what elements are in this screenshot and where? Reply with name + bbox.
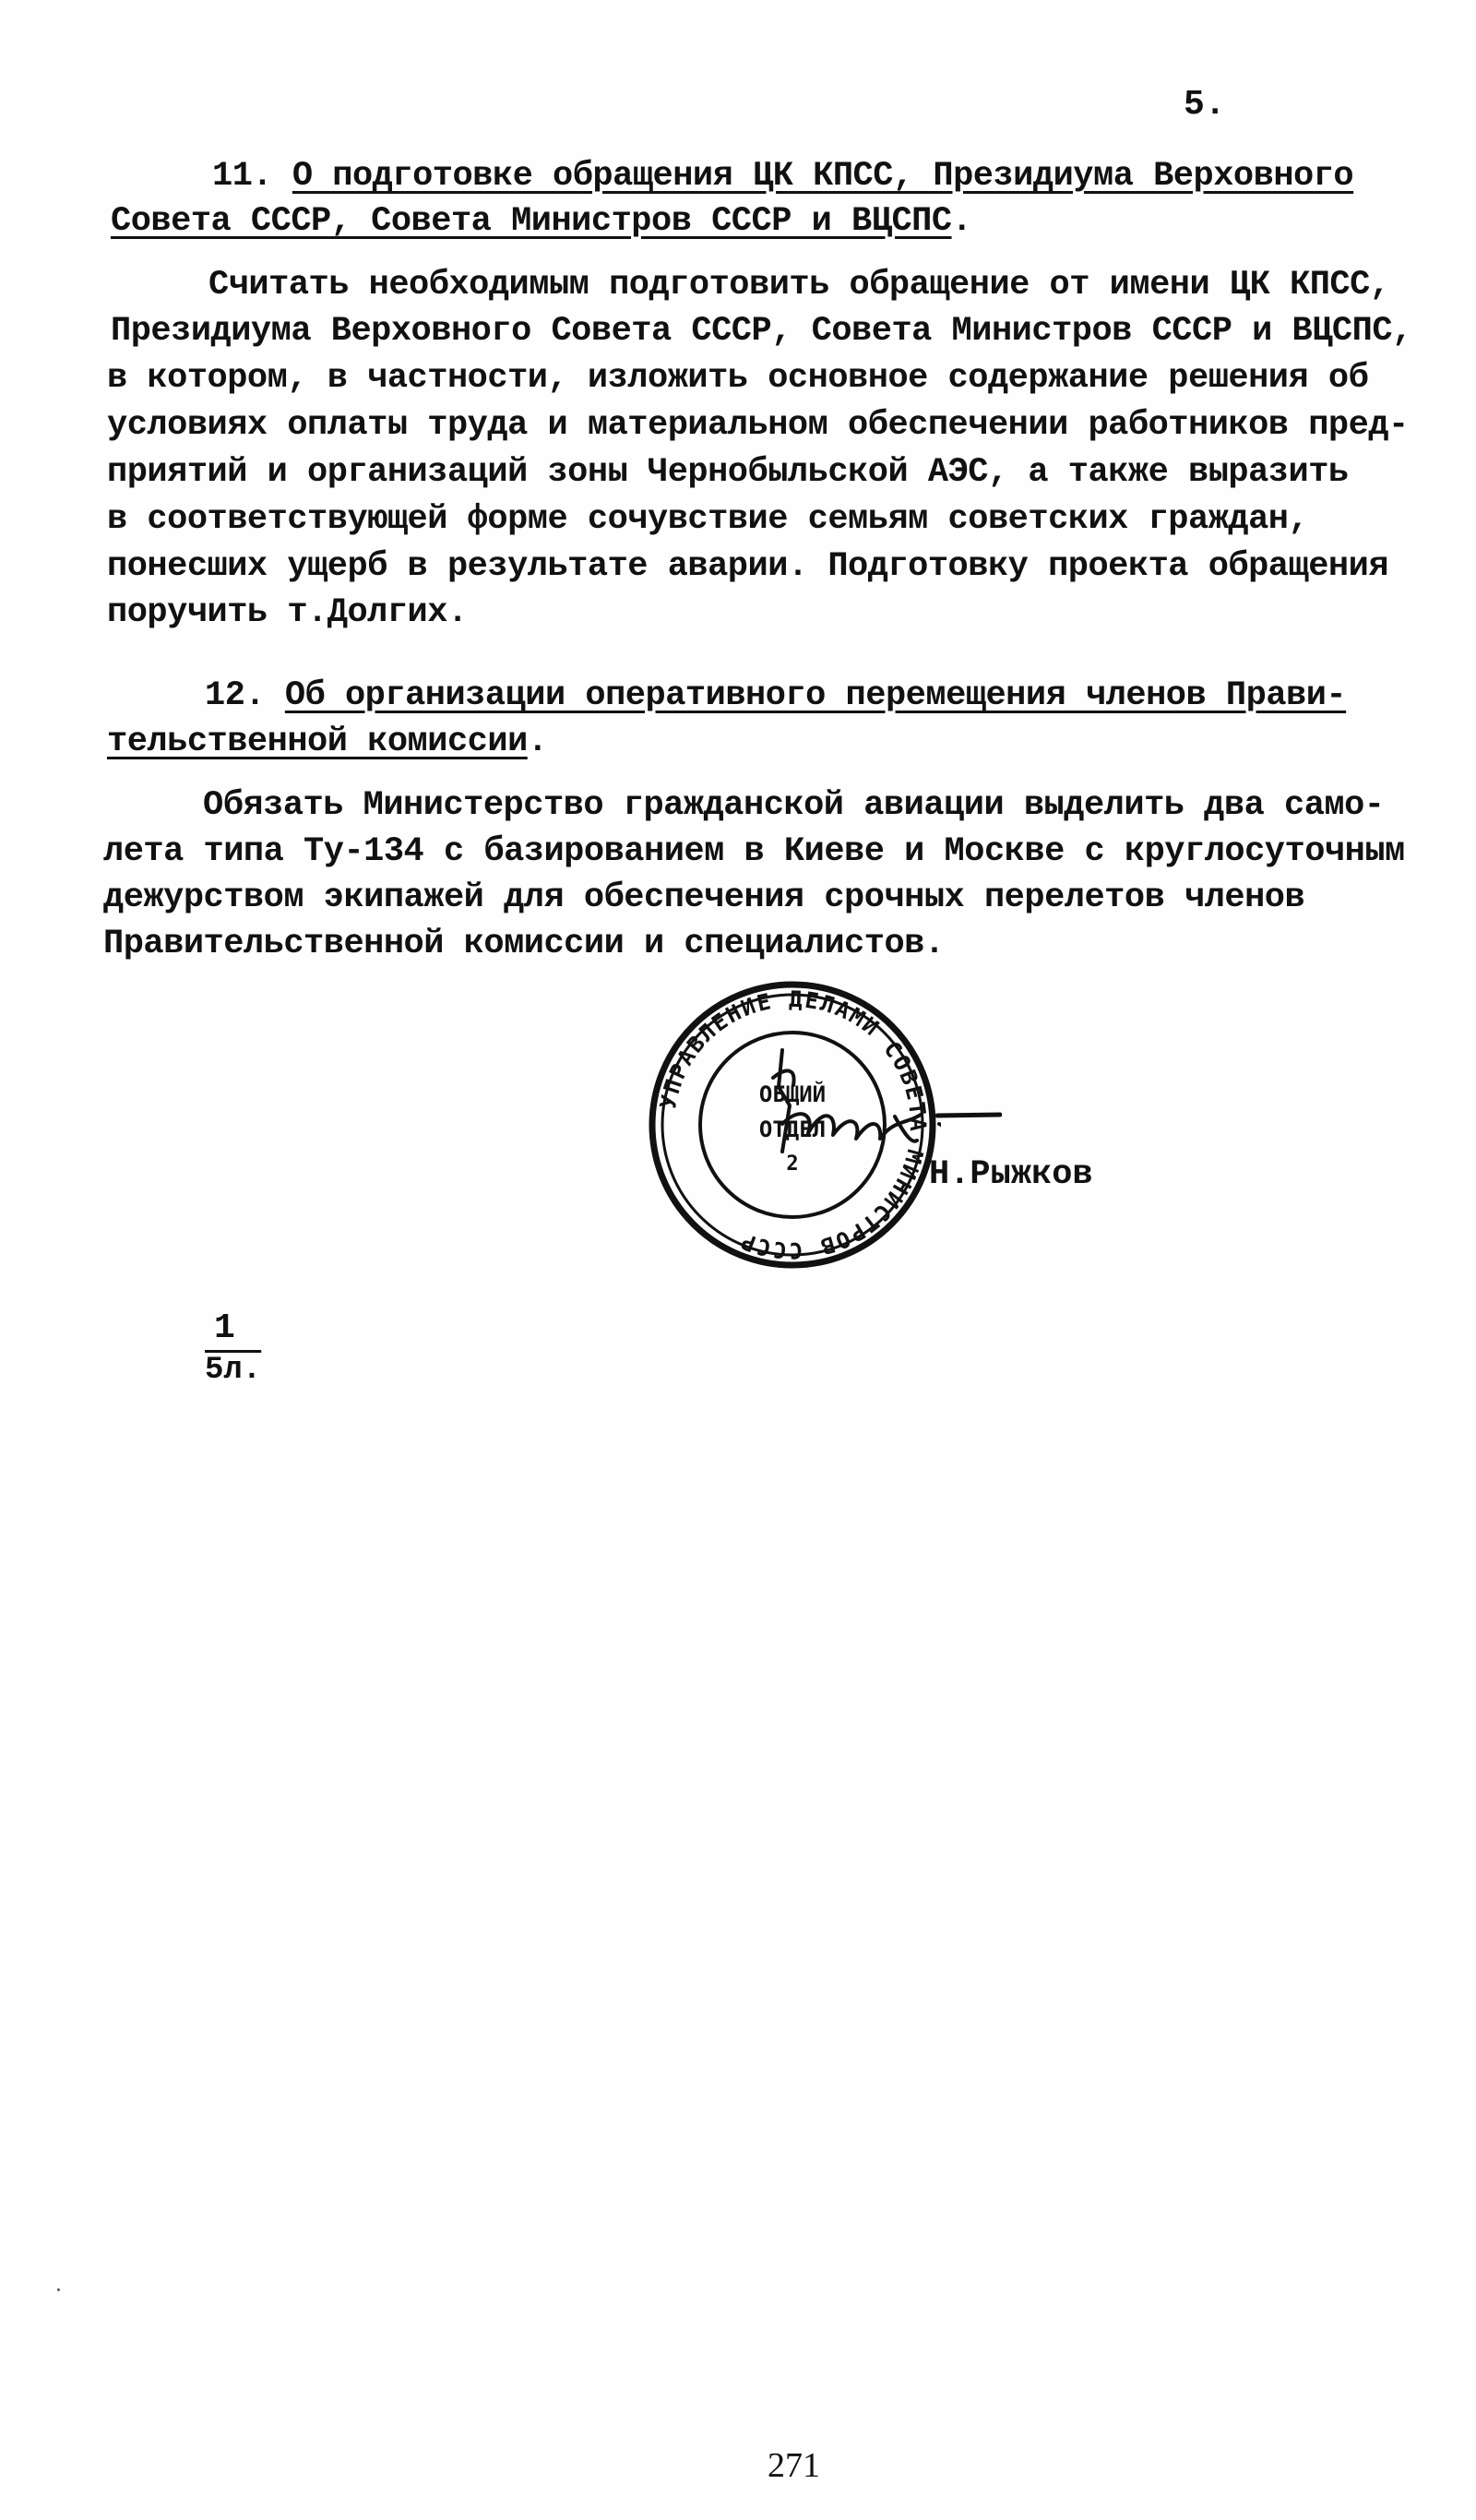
- official-stamp: [644, 976, 941, 1273]
- item-11-body-line: условиях оплаты труда и материальном обеспечении работников пред-: [107, 406, 1409, 445]
- signer-name: Н.Рыжков: [929, 1155, 1093, 1194]
- item-11-title-cont: Совета СССР, Совета Министров СССР и ВЦСПС: [111, 202, 952, 241]
- item-11-body-line: понесших ущерб в результате аварии. Подготовку проекта обращения: [107, 547, 1389, 586]
- item-11-body-line: приятий и организаций зоны Чернобыльской АЭС, а также выразить: [107, 453, 1349, 492]
- item-12-title-line1: [205, 676, 1346, 715]
- item-11-body-line: в котором, в частности, изложить основное содержание решения об: [107, 359, 1369, 398]
- item-12-title: Об организации оперативного перемещения членов Прави-: [284, 676, 1347, 715]
- copies-sheets: 5л.: [205, 1353, 262, 1388]
- scan-speck: [57, 2288, 60, 2291]
- item-11-body-line: Президиума Верховного Совета СССР, Совета Министров СССР и ВЦСПС,: [111, 312, 1412, 351]
- item-11-title-line2: Совета СССР, Совета Министров СССР и ВЦСПС.: [111, 202, 972, 241]
- signature-dash: [935, 1110, 1002, 1121]
- copies-number: 1: [214, 1308, 235, 1348]
- item-12-body-line: дежурством экипажей для обеспечения срочных перелетов членов: [103, 878, 1305, 917]
- item-12-title-line2: тельственной комиссии.: [107, 723, 548, 761]
- item-11-body-line: Считать необходимым подготовить обращение от имени ЦК КПСС,: [208, 266, 1390, 305]
- item-11-title: О подготовке обращения ЦК КПСС, Президиума Верховного: [292, 157, 1354, 196]
- page-number-top: 5.: [1184, 85, 1226, 125]
- stamp-outer-text: УПРАВЛЕНИЕ ДЕЛАМИ СОВЕТА МИНИСТРОВ СССР: [655, 985, 932, 1264]
- item-12-body-line: Правительственной комиссии и специалистов.: [103, 925, 945, 963]
- item-11-title-line1: [212, 157, 1353, 196]
- item-11-body-line: в соответствующей форме сочувствие семьям советских граждан,: [107, 500, 1309, 539]
- stamp-inner-line1: ОБЩИЙ: [758, 1081, 827, 1107]
- item-11-number: 11.: [212, 157, 273, 196]
- item-12-title-cont: тельственной комиссии: [107, 723, 528, 761]
- item-12-number: 12.: [205, 676, 266, 715]
- item-12-body-line: лета типа Ту-134 с базированием в Киеве и Москве с круглосуточным: [103, 832, 1405, 871]
- item-11-body-line: поручить т.Долгих.: [107, 593, 468, 632]
- stamp-inner-line2: ОТДЕЛ: [758, 1117, 827, 1142]
- page-number-bottom: 271: [768, 2446, 820, 2485]
- stamp-inner-line3: 2: [786, 1153, 799, 1176]
- item-12-body-line: Обязать Министерство гражданской авиации выделить два само-: [203, 786, 1385, 825]
